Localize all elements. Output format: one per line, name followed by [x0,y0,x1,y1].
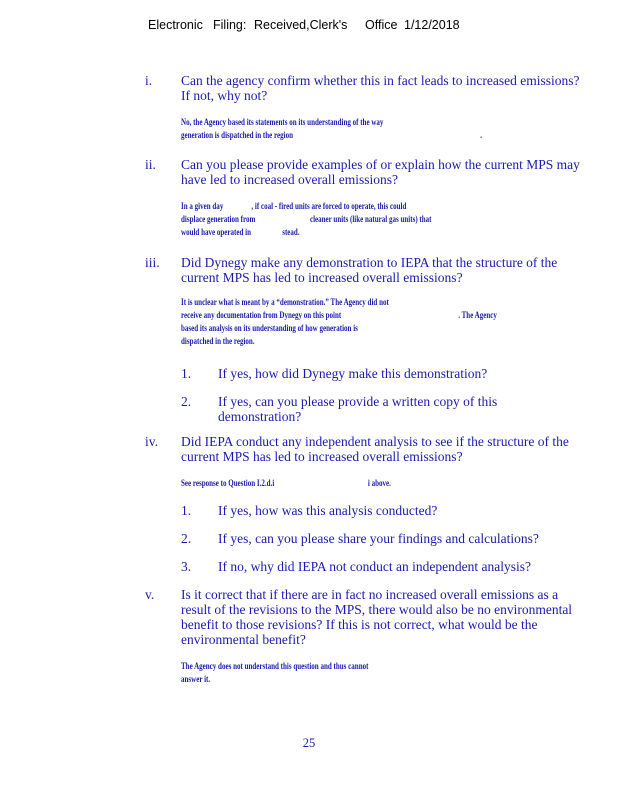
question-line: current MPS has led to increased overall emissions? [181,270,463,285]
item-numeral: iv. [145,434,158,449]
answer-text [181,477,391,490]
header-date: 1/12/2018 [404,18,460,32]
answer-line: receive any documentation from Dynegy on this point . The Agency [181,310,497,320]
question-text [181,73,580,103]
sub-numeral: 3. [181,559,192,574]
answer-line: answer it. [181,674,211,684]
answer-line: based its analysis on its understanding of how generation is [181,323,358,333]
sub-numeral: 1. [181,366,192,381]
question-text [181,157,580,187]
question-text [181,587,572,647]
answer-line: would have operated in stead. [181,227,300,237]
answer-text [181,200,432,239]
page-number: 25 [302,736,316,750]
answer-line: It is unclear what is meant by a “demonstration.” The Agency did not [181,297,389,307]
question-line: benefit to those revisions? If this is not correct, what would be the [181,617,538,632]
question-line: result of the revisions to the MPS, there would also be no environmental [181,602,573,617]
item-numeral: ii. [145,157,156,172]
answer-line: dispatched in the region. [181,336,255,346]
answer-text [181,116,482,142]
answer-line: generation is dispatched in the region . [181,130,482,140]
question-line: current MPS has led to increased overall emissions? [181,449,463,464]
question-line: If not, why not? [181,88,268,103]
answer-line: The Agency does not understand this question and thus cannot [181,661,369,671]
header-office: Office [365,18,398,32]
question-line: have led to increased overall emissions? [181,172,399,187]
answer-line: In a given day , if coal - fired units are forced to operate, this could [181,201,407,211]
question-line: Did IEPA conduct any independent analysis to see if the structure of the [181,434,569,449]
question-line: Can you please provide examples of or explain how the current MPS may [181,157,580,172]
sub-question: If yes, can you please provide a written copy of this demonstration? [218,394,498,424]
sub-question: If yes, how did Dynegy make this demonstration? [218,366,488,381]
question-line: environmental benefit? [181,632,306,647]
question-line: Did Dynegy make any demonstration to IEPA that the structure of the [181,255,558,270]
header-received: Received,Clerk's [254,18,348,32]
question-line: Can the agency confirm whether this in fact leads to increased emissions? [181,73,580,88]
sub-question: If no, why did IEPA not conduct an independent analysis? [218,559,531,574]
question-text [181,434,569,464]
sub-question: If yes, how was this analysis conducted? [218,503,438,518]
header-filing: Filing: [213,18,247,32]
item-numeral: i. [145,73,153,88]
question-text [181,255,557,285]
item-numeral: iii. [145,255,160,270]
answer-text [181,296,497,348]
sub-numeral: 1. [181,503,192,518]
item-numeral: v. [145,587,155,602]
question-line: Is it correct that if there are in fact no increased overall emissions as a [181,587,559,602]
header-electronic: Electronic [148,18,203,32]
answer-text [181,660,368,686]
answer-line: See response to Question I.2.d.i i above. [181,478,391,488]
sub-question: If yes, can you please share your findings and calculations? [218,531,539,546]
sub-numeral: 2. [181,394,192,409]
answer-line: displace generation from cleaner units (like natural gas units) that [181,214,432,224]
sub-numeral: 2. [181,531,192,546]
answer-line: No, the Agency based its statements on its understanding of the way [181,117,384,127]
